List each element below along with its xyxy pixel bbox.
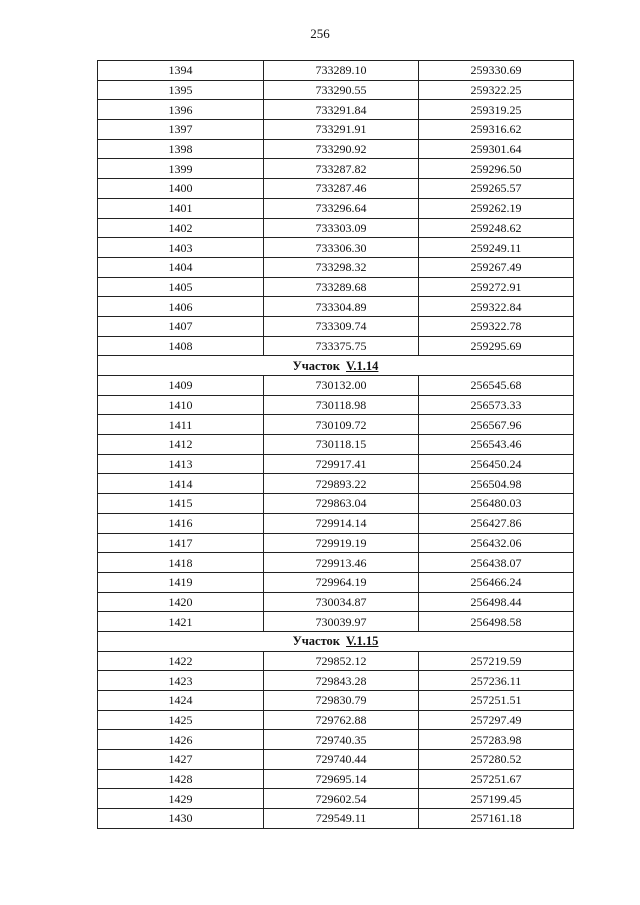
x-coordinate-cell: 729843.28: [264, 671, 419, 691]
y-coordinate-cell: 259295.69: [419, 336, 574, 356]
x-coordinate-cell: 729549.11: [264, 809, 419, 829]
point-number-cell: 1397: [98, 120, 264, 140]
x-coordinate-cell: 733309.74: [264, 316, 419, 336]
point-number-cell: 1423: [98, 671, 264, 691]
table-row: [98, 179, 574, 199]
y-coordinate-cell: 257161.18: [419, 809, 574, 829]
x-coordinate-cell: 729964.19: [264, 572, 419, 592]
y-coordinate-cell: 259322.84: [419, 297, 574, 317]
point-number-cell: 1413: [98, 454, 264, 474]
y-coordinate-cell: 259249.11: [419, 238, 574, 258]
x-coordinate-cell: 729863.04: [264, 494, 419, 514]
x-coordinate-cell: 733304.89: [264, 297, 419, 317]
table-row: [98, 61, 574, 81]
point-number-cell: 1419: [98, 572, 264, 592]
y-coordinate-cell: 259262.19: [419, 198, 574, 218]
y-coordinate-cell: 256567.96: [419, 415, 574, 435]
table-row: [98, 671, 574, 691]
x-coordinate-cell: 733290.92: [264, 139, 419, 159]
point-number-cell: 1420: [98, 592, 264, 612]
table-row: [98, 257, 574, 277]
point-number-cell: 1425: [98, 710, 264, 730]
table-row: [98, 513, 574, 533]
point-number-cell: 1394: [98, 61, 264, 81]
point-number-cell: 1412: [98, 435, 264, 455]
x-coordinate-cell: 729919.19: [264, 533, 419, 553]
x-coordinate-cell: 733298.32: [264, 257, 419, 277]
page-number: 256: [310, 26, 330, 41]
y-coordinate-cell: 257283.98: [419, 730, 574, 750]
table-row: [98, 80, 574, 100]
table-row: [98, 277, 574, 297]
table-row: [98, 769, 574, 789]
x-coordinate-cell: 733290.55: [264, 80, 419, 100]
y-coordinate-cell: 257280.52: [419, 750, 574, 770]
x-coordinate-cell: 733306.30: [264, 238, 419, 258]
table-row: [98, 494, 574, 514]
table-row: [98, 120, 574, 140]
table-row: [98, 218, 574, 238]
table-row: [98, 139, 574, 159]
point-number-cell: 1408: [98, 336, 264, 356]
x-coordinate-cell: 733296.64: [264, 198, 419, 218]
y-coordinate-cell: 259319.25: [419, 100, 574, 120]
y-coordinate-cell: 257297.49: [419, 710, 574, 730]
point-number-cell: 1404: [98, 257, 264, 277]
x-coordinate-cell: 729762.88: [264, 710, 419, 730]
point-number-cell: 1421: [98, 612, 264, 632]
x-coordinate-cell: 730132.00: [264, 376, 419, 396]
section-label: Участок: [292, 358, 341, 373]
table-row: [98, 750, 574, 770]
table-row: [98, 533, 574, 553]
x-coordinate-cell: 730118.98: [264, 395, 419, 415]
table-row: [98, 316, 574, 336]
point-number-cell: 1426: [98, 730, 264, 750]
point-number-cell: 1399: [98, 159, 264, 179]
point-number-cell: 1409: [98, 376, 264, 396]
table-row: [98, 730, 574, 750]
x-coordinate-cell: 729917.41: [264, 454, 419, 474]
section-code: V.1.15: [346, 634, 379, 649]
x-coordinate-cell: 733289.68: [264, 277, 419, 297]
y-coordinate-cell: 256450.24: [419, 454, 574, 474]
section-code: V.1.14: [346, 358, 379, 373]
table-row: [98, 651, 574, 671]
table-row: [98, 159, 574, 179]
y-coordinate-cell: 256504.98: [419, 474, 574, 494]
x-coordinate-cell: 729740.35: [264, 730, 419, 750]
x-coordinate-cell: 729602.54: [264, 789, 419, 809]
point-number-cell: 1424: [98, 691, 264, 711]
x-coordinate-cell: 730034.87: [264, 592, 419, 612]
point-number-cell: 1406: [98, 297, 264, 317]
y-coordinate-cell: 259248.62: [419, 218, 574, 238]
y-coordinate-cell: 259322.25: [419, 80, 574, 100]
x-coordinate-cell: 729914.14: [264, 513, 419, 533]
point-number-cell: 1398: [98, 139, 264, 159]
table-row: [98, 710, 574, 730]
point-number-cell: 1407: [98, 316, 264, 336]
y-coordinate-cell: 257251.51: [419, 691, 574, 711]
y-coordinate-cell: 257199.45: [419, 789, 574, 809]
x-coordinate-cell: 733375.75: [264, 336, 419, 356]
table-row: [98, 415, 574, 435]
point-number-cell: 1429: [98, 789, 264, 809]
y-coordinate-cell: 259316.62: [419, 120, 574, 140]
point-number-cell: 1401: [98, 198, 264, 218]
point-number-cell: 1414: [98, 474, 264, 494]
table-row: [98, 474, 574, 494]
table-row: [98, 435, 574, 455]
point-number-cell: 1430: [98, 809, 264, 829]
table-row: [98, 395, 574, 415]
table-row: [98, 691, 574, 711]
y-coordinate-cell: 257219.59: [419, 651, 574, 671]
section-label: Участок: [292, 634, 341, 649]
x-coordinate-cell: 730039.97: [264, 612, 419, 632]
point-number-cell: 1410: [98, 395, 264, 415]
point-number-cell: 1403: [98, 238, 264, 258]
point-number-cell: 1395: [98, 80, 264, 100]
table-row: [98, 454, 574, 474]
section-header-row: [98, 631, 574, 651]
point-number-cell: 1427: [98, 750, 264, 770]
x-coordinate-cell: 733289.10: [264, 61, 419, 81]
y-coordinate-cell: 256480.03: [419, 494, 574, 514]
table-row: [98, 572, 574, 592]
point-number-cell: 1417: [98, 533, 264, 553]
point-number-cell: 1415: [98, 494, 264, 514]
y-coordinate-cell: 259296.50: [419, 159, 574, 179]
point-number-cell: 1400: [98, 179, 264, 199]
y-coordinate-cell: 259330.69: [419, 61, 574, 81]
y-coordinate-cell: 259267.49: [419, 257, 574, 277]
x-coordinate-cell: 733291.84: [264, 100, 419, 120]
y-coordinate-cell: 256545.68: [419, 376, 574, 396]
table-row: [98, 592, 574, 612]
x-coordinate-cell: 729913.46: [264, 553, 419, 573]
y-coordinate-cell: 259272.91: [419, 277, 574, 297]
y-coordinate-cell: 259322.78: [419, 316, 574, 336]
x-coordinate-cell: 733291.91: [264, 120, 419, 140]
x-coordinate-cell: 730109.72: [264, 415, 419, 435]
point-number-cell: 1418: [98, 553, 264, 573]
x-coordinate-cell: 729830.79: [264, 691, 419, 711]
point-number-cell: 1411: [98, 415, 264, 435]
x-coordinate-cell: 729695.14: [264, 769, 419, 789]
table-row: [98, 238, 574, 258]
point-number-cell: 1428: [98, 769, 264, 789]
x-coordinate-cell: 733303.09: [264, 218, 419, 238]
x-coordinate-cell: 733287.82: [264, 159, 419, 179]
y-coordinate-cell: 256438.07: [419, 553, 574, 573]
point-number-cell: 1402: [98, 218, 264, 238]
table-row: [98, 376, 574, 396]
point-number-cell: 1405: [98, 277, 264, 297]
section-header: [98, 356, 574, 376]
table-row: [98, 553, 574, 573]
y-coordinate-cell: 256498.44: [419, 592, 574, 612]
x-coordinate-cell: 729852.12: [264, 651, 419, 671]
coordinates-table-body: [98, 61, 574, 829]
point-number-cell: 1396: [98, 100, 264, 120]
y-coordinate-cell: 256498.58: [419, 612, 574, 632]
y-coordinate-cell: 256427.86: [419, 513, 574, 533]
x-coordinate-cell: 733287.46: [264, 179, 419, 199]
point-number-cell: 1422: [98, 651, 264, 671]
table-row: [98, 100, 574, 120]
y-coordinate-cell: 257251.67: [419, 769, 574, 789]
x-coordinate-cell: 730118.15: [264, 435, 419, 455]
section-header-row: [98, 356, 574, 376]
x-coordinate-cell: 729893.22: [264, 474, 419, 494]
table-row: [98, 297, 574, 317]
y-coordinate-cell: 259265.57: [419, 179, 574, 199]
y-coordinate-cell: 256543.46: [419, 435, 574, 455]
table-row: [98, 612, 574, 632]
y-coordinate-cell: 259301.64: [419, 139, 574, 159]
y-coordinate-cell: 256573.33: [419, 395, 574, 415]
y-coordinate-cell: 256466.24: [419, 572, 574, 592]
table-row: [98, 789, 574, 809]
y-coordinate-cell: 256432.06: [419, 533, 574, 553]
table-row: [98, 198, 574, 218]
table-row: [98, 809, 574, 829]
section-header: [98, 631, 574, 651]
point-number-cell: 1416: [98, 513, 264, 533]
x-coordinate-cell: 729740.44: [264, 750, 419, 770]
coordinates-table: [97, 60, 574, 829]
table-row: [98, 336, 574, 356]
y-coordinate-cell: 257236.11: [419, 671, 574, 691]
